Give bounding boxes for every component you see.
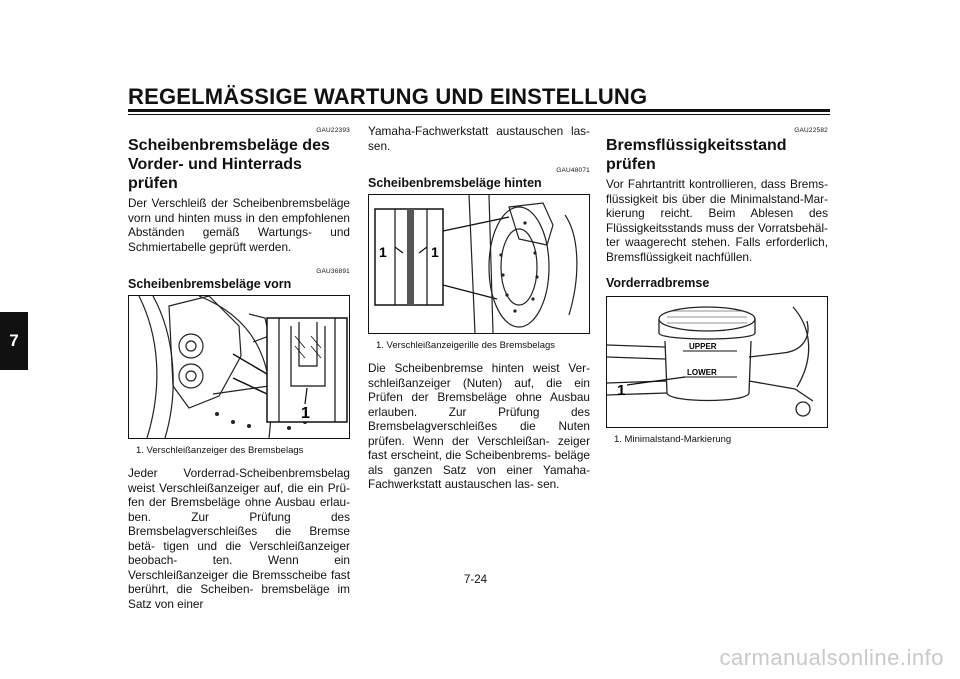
front-caliper-illustration: [129, 296, 349, 438]
section-code: GAU48071: [556, 167, 590, 174]
paragraph-intro: Der Verschleiß der Scheibenbremsbeläge vorn und hinten muss in den empfohlenen Abständen gemäß Wartungs- und Schmiertabelle geprüft werden.: [128, 196, 350, 254]
figure-brake-reservoir: [606, 296, 828, 428]
page-number: 7-24: [464, 574, 488, 586]
figure-callout-left: 1: [379, 244, 387, 260]
column-left: [128, 124, 350, 611]
paragraph-continued: Yamaha-Fachwerkstatt austauschen las- sen.: [368, 124, 590, 153]
column-right: [606, 124, 828, 455]
section-code: GAU22393: [316, 127, 350, 134]
figure-front-brake-caliper: [128, 295, 350, 439]
figure-rear-brake-caliper: [368, 194, 590, 334]
figure-callout: 1: [301, 405, 310, 422]
page-title: REGELMÄSSIGE WARTUNG UND EINSTELLUNG: [128, 84, 648, 109]
subheading-front-brake: Vorderradbremse: [606, 276, 710, 290]
figure-caption: 1. Verschleißanzeiger des Bremsbelags: [136, 445, 304, 456]
figure-callout: 1: [617, 382, 626, 399]
reservoir-illustration: [607, 297, 827, 427]
figure-callout-right: 1: [431, 244, 439, 260]
paragraph-front-pads: Jeder Vorderrad-Scheibenbremsbelag weist Verschleißanzeiger auf, die ein Prü- fen der Bremsbeläge ohne Ausbau erlau- ben. Zur Prüfung des Bremsbelagverschleißes die Bremse betä- tigen und die Verschleißanzeiger beobach- ten. Wenn ein Verschleißanzeiger die Bremsscheibe fast berührt, die Scheiben- bremsbeläge im Satz von einer: [128, 466, 350, 611]
watermark: carmanualsonline.info: [719, 645, 944, 670]
figure-caption: 1. Minimalstand-Markierung: [614, 434, 732, 445]
section-code: GAU22582: [794, 127, 828, 134]
section-heading-brake-pads: Scheibenbremsbeläge des Vorder- und Hinterrads prüfen: [128, 137, 330, 192]
rear-caliper-illustration: [369, 195, 589, 333]
title-rule: [128, 109, 830, 112]
paragraph-rear-pads: Die Scheibenbremse hinten weist Ver- schleißanzeiger (Nuten) auf, die ein Prüfen der Bremsbeläge ohne Ausbau erlauben. Zur Prüfung des Bremsbelagverschleißes die Nuten prüfen. Wenn der Verschleißan- zeiger fast erscheint, die Scheibenbrems- beläge als ganzen Satz von einer Yamaha-Fachwerkstatt austauschen las- sen.: [368, 361, 590, 491]
upper-mark-label: UPPER: [689, 342, 717, 351]
lower-mark-label: LOWER: [687, 368, 717, 377]
subheading-rear-pads: Scheibenbremsbeläge hinten: [368, 176, 542, 190]
figure-caption: 1. Verschleißanzeigerille des Bremsbelags: [376, 340, 556, 351]
section-heading-brake-fluid: Bremsflüssigkeitsstand prüfen: [606, 137, 787, 173]
paragraph-brake-fluid: Vor Fahrtantritt kontrollieren, dass Brems- flüssigkeit bis über die Minimalstand-Mar- kierung reicht. Beim Ablesen des Flüssigkeitsstands muss der Vorratsbehäl- ter waagerecht stehen. Falls erforderlich, Bremsflüssigkeit nachfüllen.: [606, 177, 828, 264]
title-rule-thin: [128, 114, 830, 115]
chapter-tab: 7: [0, 312, 28, 370]
section-code: GAU36891: [316, 268, 350, 275]
column-middle: [368, 124, 590, 492]
subheading-front-pads: Scheibenbremsbeläge vorn: [128, 277, 292, 291]
